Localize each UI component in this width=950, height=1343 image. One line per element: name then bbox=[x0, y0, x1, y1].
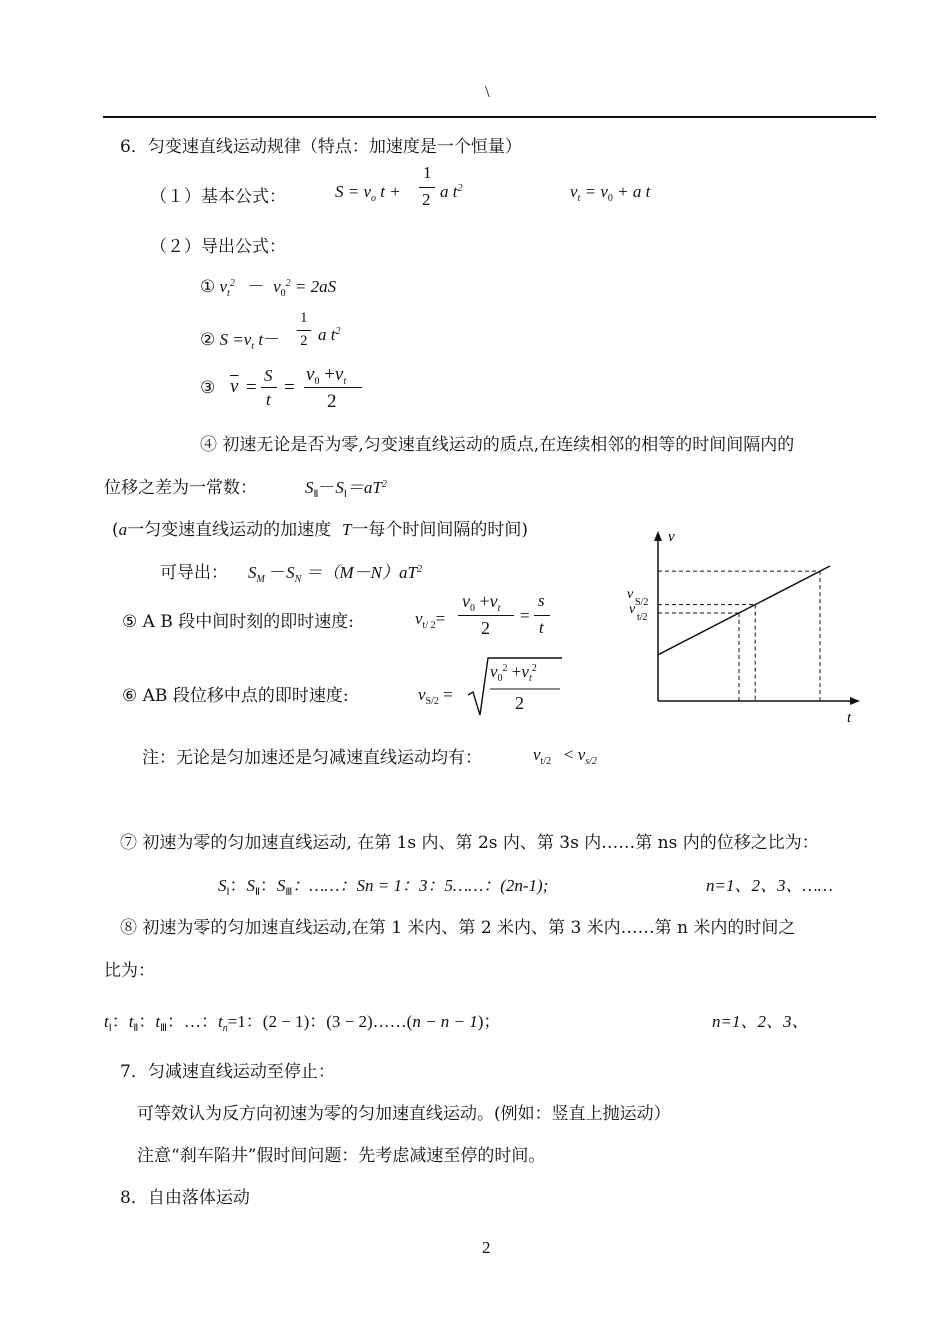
derived-3-num2: $v_0 +v_t$ bbox=[306, 364, 347, 387]
derived-5-lhs: $v_{t/ 2}=$ bbox=[415, 609, 446, 631]
y-mark-vs2-sub: S/2 bbox=[635, 597, 649, 608]
section-6-title: 6．匀变速直线运动规律（特点：加速度是一个恒量） bbox=[120, 137, 522, 157]
x-axis-arrow bbox=[850, 697, 860, 705]
y-mark-vt2-sub: t/2 bbox=[637, 612, 648, 623]
header-rule bbox=[103, 116, 876, 118]
derived-2-num: 1 bbox=[300, 310, 308, 326]
vt-chart bbox=[615, 525, 865, 730]
derived-4-line1: ④ 初速无论是否为零,匀变速直线运动的质点,在连续相邻的相等的时间间隔内的 bbox=[200, 435, 795, 455]
derived-1: ① $v_t^2$ － $v_0^2 = 2aS$ bbox=[200, 277, 337, 299]
derived-8-line2: 比为： bbox=[104, 961, 155, 981]
derived-5-num: $v_0 +v_t$ bbox=[462, 591, 501, 614]
derived-2-tail: a $t^2$ bbox=[318, 325, 341, 344]
basic-f1-fracline bbox=[419, 187, 435, 188]
basic-f1-den: 2 bbox=[422, 190, 431, 209]
basic-f1-tail: a $t^2$ bbox=[440, 182, 463, 201]
derived-4-note: (a一匀变速直线运动的加速度 T一每个时间间隔的时间) bbox=[112, 520, 529, 540]
derived-8-range: n=1、2、3、 bbox=[712, 1012, 809, 1031]
derived-5-fracline bbox=[458, 615, 514, 616]
note-text: 注：无论是匀加速还是匀减速直线运动均有： bbox=[142, 748, 482, 768]
y-axis-arrow bbox=[654, 531, 662, 541]
derived-8-formula: $t_Ⅰ$：$t_Ⅱ$：$t_Ⅲ$：…：$t_n=1$：(2 − 1)：(3 − 2)……(n − n − 1)； bbox=[104, 1012, 501, 1034]
note-formula: $v_{t/2}$ < $v_{s/2}$ bbox=[533, 745, 597, 767]
header-mark: \ bbox=[485, 82, 490, 101]
y-axis-label: v bbox=[668, 529, 675, 545]
derived-3-fracline2 bbox=[304, 387, 362, 388]
x-axis-label: t bbox=[847, 710, 852, 726]
derived-6-den: 2 bbox=[515, 693, 524, 713]
basic-formula-2: $v_t = v_0 + a$ t bbox=[570, 182, 651, 204]
page-number: 2 bbox=[482, 1238, 491, 1257]
derived-6-num: $v_0^2 +v_t^2$ bbox=[490, 662, 537, 684]
derived-2-fracline bbox=[297, 330, 311, 331]
derived-3-eq1: = bbox=[246, 377, 257, 398]
y-mark-vt2: v bbox=[629, 602, 636, 617]
derived-7-formula: $S_Ⅰ$：$S_Ⅱ$：$S_Ⅲ$：……：Sn = 1：3：5……：(2n-1); bbox=[218, 876, 549, 898]
basic-f1-num: 1 bbox=[423, 163, 432, 182]
derived-3-fracline1 bbox=[261, 387, 277, 388]
derived-5-eq2: = bbox=[520, 606, 530, 625]
y-mark-vs2: v bbox=[627, 587, 634, 602]
derived-2: ② $S =v_t$ t－ bbox=[200, 330, 281, 352]
derived-3-eq2: = bbox=[284, 377, 295, 398]
section-8-title: 8．自由落体运动 bbox=[120, 1188, 250, 1208]
derived-6-lhs: $v_{S/2}$ = bbox=[418, 685, 453, 707]
section-7-line1: 可等效认为反方向初速为零的匀加速直线运动。(例如：竖直上抛运动） bbox=[137, 1104, 671, 1124]
derived-3-num1: S bbox=[264, 366, 273, 385]
basic-formula-label: （１）基本公式： bbox=[150, 187, 286, 207]
section-7-title: 7．匀减速直线运动至停止： bbox=[120, 1062, 335, 1082]
basic-formula-1: $S = v_o$ t + bbox=[335, 182, 401, 204]
derived-7-range: n=1、2、3、…… bbox=[706, 876, 833, 895]
derived-2-den: 2 bbox=[300, 333, 308, 349]
derived-8-line1: ⑧ 初速为零的匀加速直线运动,在第 1 米内、第 2 米内、第 3 米内……第 n 米内的时间之 bbox=[120, 918, 796, 938]
derived-4-line2: 位移之差为一常数： bbox=[104, 478, 257, 498]
derived-7-line: ⑦ 初速为零的匀加速直线运动, 在第 1s 内、第 2s 内、第 3s 内……第 ns 内的位移之比为： bbox=[120, 833, 819, 853]
derived-5-t: t bbox=[539, 618, 544, 637]
section-7-line2: 注意“刹车陷井”假时间问题：先考虑减速至停的时间。 bbox=[137, 1146, 546, 1166]
derived-5-s: s bbox=[538, 591, 545, 610]
derived-5-fracline2 bbox=[534, 615, 550, 616]
derived-3-vbar: $\overline{v}$ bbox=[230, 376, 239, 397]
derived-4-formula: $S_Ⅱ-S_Ⅰ=aT^2$ bbox=[305, 478, 387, 500]
derived-4-derive-formula: $S_M -S_N =(M-N)aT^2$ bbox=[248, 563, 422, 585]
derived-3-circ: ③ bbox=[200, 378, 216, 397]
derived-6-label: ⑥ AB 段位移中点的即时速度: bbox=[122, 686, 349, 706]
derived-5-label: ⑤ A B 段中间时刻的即时速度: bbox=[122, 612, 354, 632]
derived-3-den2: 2 bbox=[327, 391, 337, 412]
derived-5-den: 2 bbox=[481, 618, 490, 638]
vt-line bbox=[658, 566, 830, 655]
derived-4-derive-label: 可导出： bbox=[160, 563, 228, 583]
derived-formula-label: （２）导出公式： bbox=[150, 237, 286, 257]
derived-3-den1: t bbox=[266, 390, 271, 409]
